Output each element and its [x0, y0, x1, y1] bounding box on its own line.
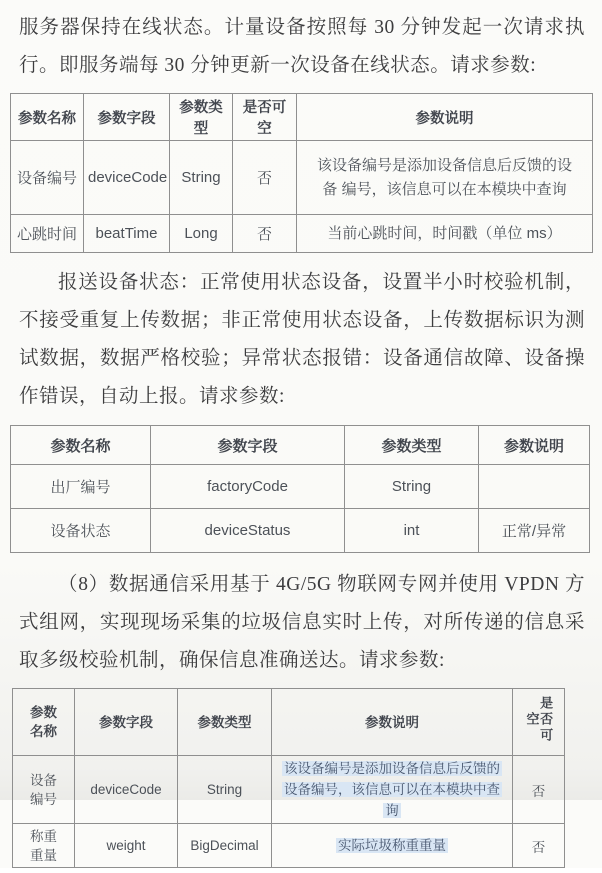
- table-cell: BigDecimal: [178, 824, 272, 868]
- col-header-nullable: 是否可空: [233, 94, 297, 141]
- table-cell: 设备编号: [11, 141, 84, 215]
- table-cell: [272, 756, 513, 824]
- table-cell: weight: [75, 824, 178, 868]
- request-params-table-heartbeat: [10, 93, 593, 253]
- col-header-param-field: 参数字段: [84, 94, 170, 141]
- col-header-param-type: 参数类型: [178, 689, 272, 756]
- col-header-param-field: 参数字段: [75, 689, 178, 756]
- table-cell: 正常/异常: [479, 509, 590, 553]
- table-cell: 否: [513, 824, 565, 868]
- cell-label: 设备编号: [30, 772, 57, 807]
- table-cell: String: [178, 756, 272, 824]
- table-cell: [479, 465, 590, 509]
- highlighted-text: 实际垃圾称重重量: [338, 838, 446, 853]
- col-header-param-name: 参数名称: [11, 426, 151, 465]
- paragraph-data-comm: （8）数据通信采用基于 4G/5G 物联网专网并使用 VPDN 方式组网，实现现场采集的垃圾信息实时上传，对所传递的信息采取多级校验机制，确保信息准确送达。请求参数:: [19, 574, 585, 671]
- table-cell: 出厂编号: [11, 465, 151, 509]
- paragraph-heartbeat-intro: 服务器保持在线状态。计量设备按照每 30 分钟发起一次请求执行。即服务端每 30 分钟更新一次设备在线状态。请求参数:: [19, 17, 585, 76]
- table-header-row: [11, 426, 590, 465]
- paragraph-device-status: 报送设备状态：正常使用状态设备，设置半小时校验机制，不接受重复上传数据；非正常使用状态设备，上传数据标识为测试数据，数据严格校验；异常状态报错：设备通信故障、设备操作错误，自动上报。请求参数:: [19, 272, 585, 407]
- table-row: [13, 756, 565, 824]
- header-label: 参数名称: [30, 705, 57, 739]
- table-cell: deviceCode: [84, 141, 170, 215]
- table-row: [13, 824, 565, 868]
- table-cell: [272, 824, 513, 868]
- col-header-param-name: 参数名称: [11, 94, 84, 141]
- col-header-param-desc: 参数说明: [272, 689, 513, 756]
- table-cell: 否: [513, 756, 565, 824]
- table-cell: [13, 756, 75, 824]
- table-cell: beatTime: [84, 215, 170, 253]
- table-cell: Long: [170, 215, 233, 253]
- table-row: [11, 215, 593, 253]
- highlighted-text: 该设备编号是添加设备信息后反馈的设备编号，该信息可以在本模块中查询: [284, 761, 500, 818]
- request-params-table-upload: [12, 688, 565, 868]
- table-cell: 设备状态: [11, 509, 151, 553]
- table-cell: factoryCode: [151, 465, 345, 509]
- table-cell: deviceCode: [75, 756, 178, 824]
- table-header-row: [13, 689, 565, 756]
- table-header-row: [11, 94, 593, 141]
- cell-label: 称重重量: [30, 828, 57, 863]
- request-params-table-status: [10, 425, 590, 553]
- table-row: [11, 509, 590, 553]
- table-cell: 该设备编号是添加设备信息后反馈的设备 编号，该信息可以在本模块中查询: [297, 141, 593, 215]
- table-row: [11, 141, 593, 215]
- table-row: [11, 465, 590, 509]
- col-header-param-field: 参数字段: [151, 426, 345, 465]
- table-cell: 当前心跳时间，时间戳（单位 ms）: [297, 215, 593, 253]
- table-cell: int: [345, 509, 479, 553]
- col-header-param-desc: 参数说明: [297, 94, 593, 141]
- table-cell: 否: [233, 141, 297, 215]
- table-cell: [13, 824, 75, 868]
- table-cell: String: [345, 465, 479, 509]
- col-header-nullable: [513, 689, 565, 756]
- table-cell: 心跳时间: [11, 215, 84, 253]
- col-header-param-desc: 参数说明: [479, 426, 590, 465]
- col-header-param-name: [13, 689, 75, 756]
- table-cell: 否: [233, 215, 297, 253]
- table-cell: String: [170, 141, 233, 215]
- table-cell: deviceStatus: [151, 509, 345, 553]
- col-header-param-type: 参数类型: [170, 94, 233, 141]
- header-label-vertical: 是否可空: [524, 695, 554, 744]
- col-header-param-type: 参数类型: [345, 426, 479, 465]
